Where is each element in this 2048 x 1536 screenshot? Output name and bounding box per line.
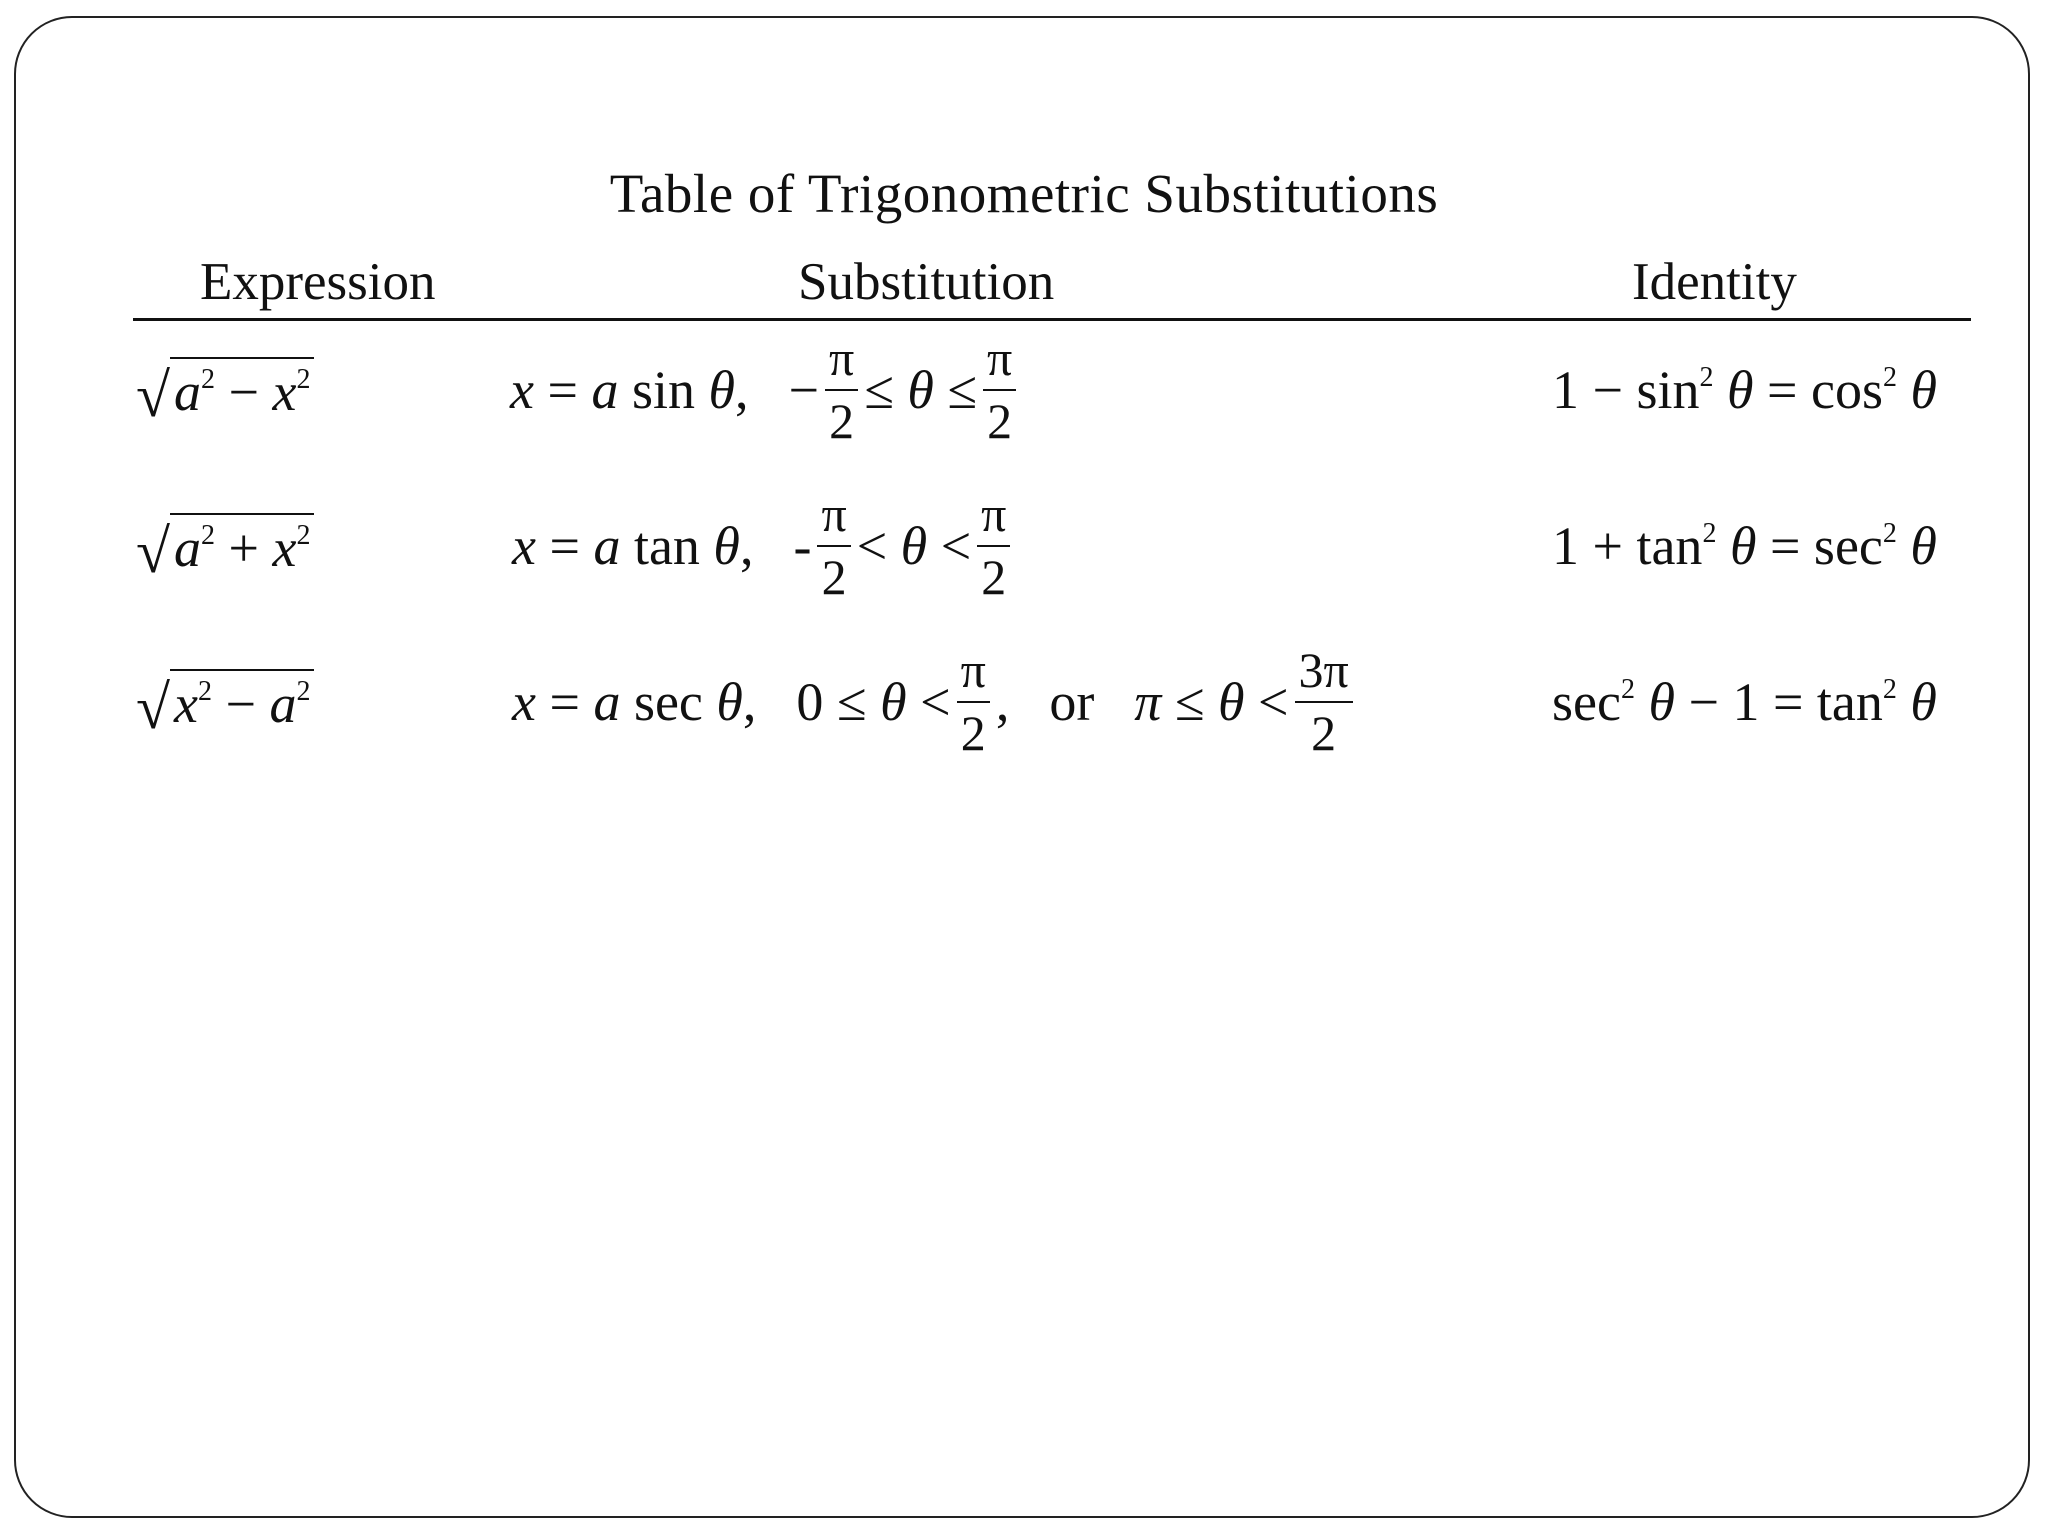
expression-cell: [136, 476, 314, 616]
fraction: $\frac{\pi}{2}$: [957, 644, 990, 760]
square-root: √ $x^2 - a^2$: [136, 669, 314, 734]
substitution-cell: x = a sec θ, 0 ≤ θ < $\frac{\pi}{2}$ , or π ≤ θ < $\frac{3\pi}{2}$: [512, 632, 1359, 772]
table-title: Table of Trigonometric Substitutions: [609, 163, 1439, 224]
table-row: [0, 320, 2048, 460]
identity-cell: $\sec^2 \theta - 1 = \tan^2 \theta$: [1552, 672, 1937, 732]
substitution-cell: x = a sin θ, − $\frac{\pi}{2}$ ≤ θ ≤ $\frac{\pi}{2}$: [510, 320, 1022, 460]
expression-cell: [136, 320, 314, 460]
fraction: $\frac{\pi}{2}$: [817, 488, 850, 604]
fraction: $\frac{3\pi}{2}$: [1295, 644, 1353, 760]
square-root: √ $a^2 - x^2$: [136, 357, 314, 422]
fraction: $\frac{\pi}{2}$: [825, 332, 858, 448]
header-identity: Identity: [1632, 253, 1797, 311]
header-expression: Expression: [200, 253, 436, 311]
fraction: $\frac{\pi}{2}$: [977, 488, 1010, 604]
fraction: $\frac{\pi}{2}$: [983, 332, 1016, 448]
identity-cell: $1 + \tan^2 \theta = \sec^2 \theta$: [1552, 516, 1937, 576]
header-substitution: Substitution: [798, 253, 1055, 311]
substitution-cell: x = a tan θ, - $\frac{\pi}{2}$ < θ < $\frac{\pi}{2}$: [512, 476, 1016, 616]
table-row: [0, 476, 2048, 616]
identity-cell: $1 - \sin^2 \theta = \cos^2 \theta$: [1552, 360, 1937, 420]
expression-cell: [136, 632, 314, 772]
square-root: √ $a^2 + x^2$: [136, 513, 314, 578]
table-row: [0, 632, 2048, 772]
